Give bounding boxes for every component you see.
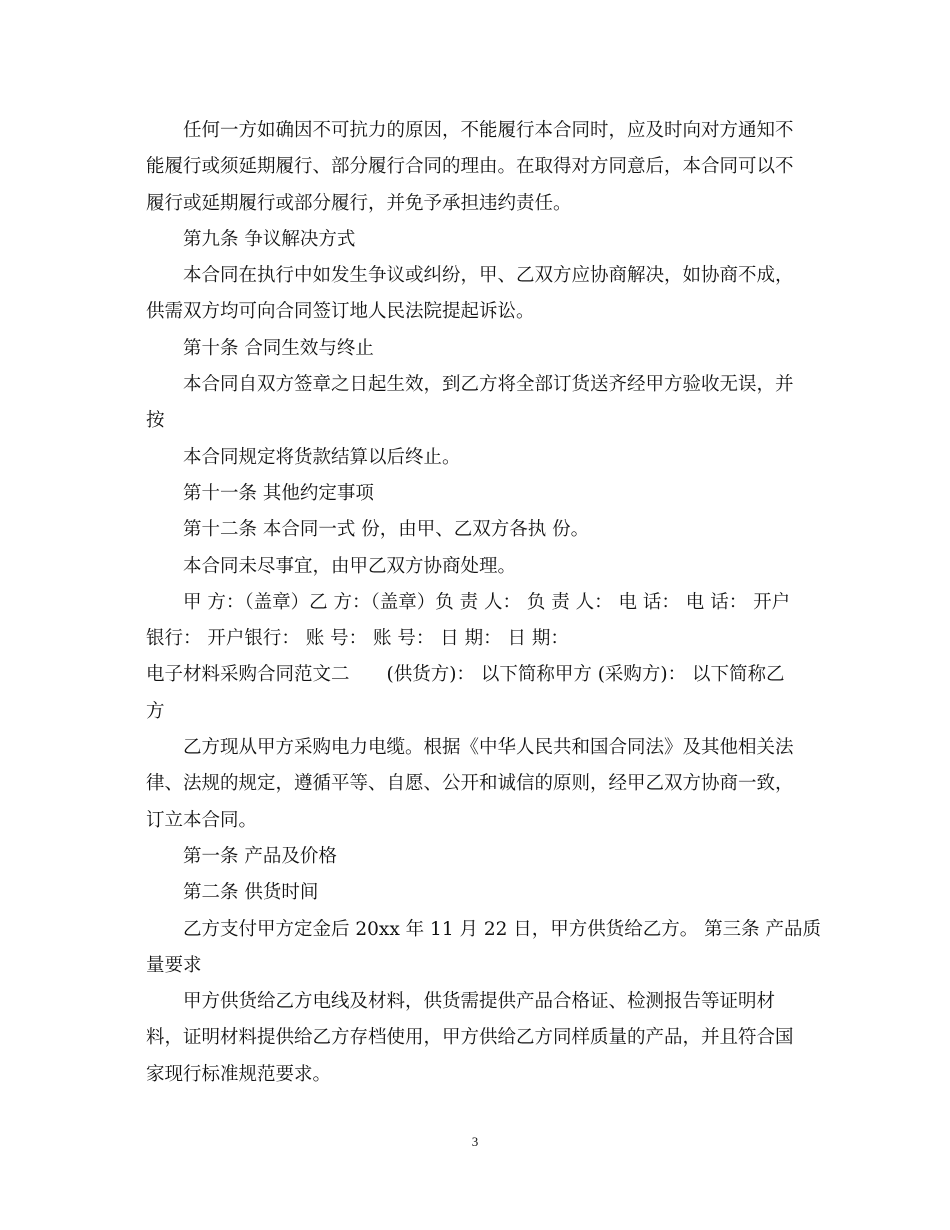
section-heading: 第十条 合同生效与终止 [183,337,374,359]
section-heading: 第十二条 本合同一式 份，由甲、乙双方各执 份。 [183,519,590,541]
text-line: 本合同自双方签章之日起生效，到乙方将全部订货送齐经甲方验收无误，并 [183,374,794,396]
text-line: 任何一方如确因不可抗力的原因，不能履行本合同时，应及时向对方通知不 [183,120,794,141]
section-title: 电子材料采购合同范文二 (供货方)： 以下简称甲方 (采购方)： 以下简称乙 [146,664,785,686]
text-line: 履行或延期履行或部分履行，并免予承担违约责任。 [146,192,572,214]
text-line: 量要求 [146,954,202,976]
signature-line: 甲 方：（盖章）乙 方：（盖章）负 责 人： 负 责 人： 电 话： 电 话： 开户 [183,591,791,613]
section-heading: 第十一条 其他约定事项 [183,482,374,504]
text-line: 方 [146,700,165,722]
text-line: 家现行标准规范要求。 [146,1063,332,1085]
text-line: 本合同规定将货款结算以后终止。 [183,446,461,468]
text-line: 律、法规的规定，遵循平等、自愿、公开和诚信的原则，经甲乙双方协商一致， [146,773,794,795]
text-line: 本合同在执行中如发生争议或纠纷，甲、乙双方应协商解决，如协商不成， [183,265,794,287]
document-body [146,113,822,1093]
section-heading: 第二条 供货时间 [183,882,319,904]
text-line: 按 [146,410,165,432]
page-number: 3 [471,1134,479,1149]
text-line: 乙方支付甲方定金后 20xx 年 11 月 22 日，甲方供货给乙方。 第三条 产品质 [183,918,822,940]
text-line: 订立本合同。 [146,809,258,831]
section-heading: 第一条 产品及价格 [183,845,337,867]
section-heading: 第九条 争议解决方式 [183,228,356,250]
text-line: 供需双方均可向合同签订地人民法院提起诉讼。 [146,301,535,323]
signature-line: 银行： 开户银行： 账 号： 账 号： 日 期： 日 期： [146,628,569,650]
text-line: 料，证明材料提供给乙方存档使用，甲方供给乙方同样质量的产品，并且符合国 [146,1027,794,1049]
text-line: 乙方现从甲方采购电力电缆。根据《中华人民共和国合同法》及其他相关法 [183,737,794,759]
text-line: 本合同未尽事宜，由甲乙双方协商处理。 [183,555,517,577]
text-line: 能履行或须延期履行、部分履行合同的理由。在取得对方同意后，本合同可以不 [146,156,794,178]
text-line: 甲方供货给乙方电线及材料，供货需提供产品合格证、检测报告等证明材 [183,991,776,1013]
